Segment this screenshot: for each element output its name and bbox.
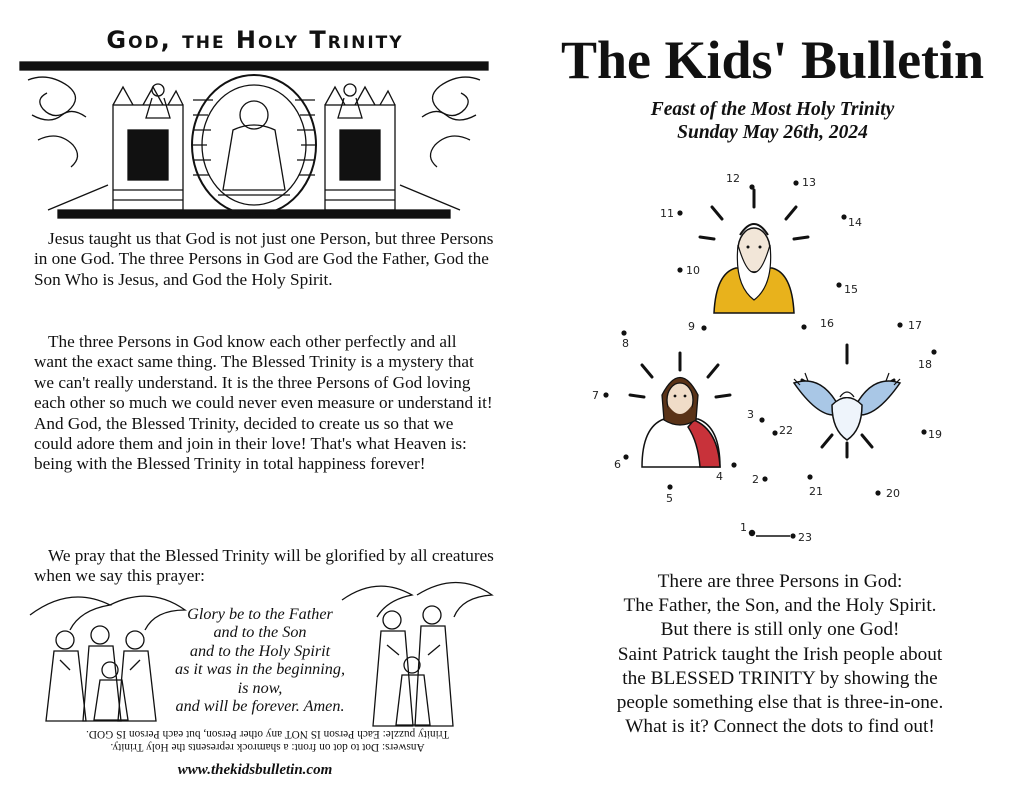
dot-label: 13 <box>802 176 816 189</box>
website-link[interactable]: www.thekidsbulletin.com <box>177 762 333 778</box>
prayer-section <box>20 575 495 740</box>
prayer-line: Glory be to the Father <box>187 605 333 623</box>
caption-line: the BLESSED TRINITY by showing the <box>622 667 938 689</box>
feast-date: Sunday May 26th, 2024 <box>677 122 868 143</box>
altar-engraving-icon <box>18 60 490 220</box>
dot-label: 15 <box>844 283 858 296</box>
caption-line: people something else that is three-in-one. <box>616 692 944 714</box>
connect-the-dots-puzzle <box>582 165 982 560</box>
mystery-paragraph: The three Persons in God know each other perfectly and all want the exact same thing. The Blessed Trinity is a mystery that we can't really understand. It is the three Persons of God loving each other so much we could never even measure or understand it! And God, the Blessed Trinity, decided to create us so that we could adore them and join in their love! That's what Heaven is: being with the Blessed Trinity in total happiness forever! <box>34 332 493 474</box>
answer-line: Answers: Dot to dot on front: a shamrock represents the Holy Trinity. <box>110 741 425 753</box>
prayer-line: and will be forever. Amen. <box>175 697 345 716</box>
dot-label: 14 <box>848 216 862 229</box>
dot-label: 2 <box>752 473 759 486</box>
god-the-father-icon <box>700 190 808 313</box>
dot-label: 8 <box>622 337 629 350</box>
dot-label: 16 <box>820 317 834 330</box>
puzzle-caption <box>575 570 985 739</box>
dot-label: 9 <box>688 320 695 333</box>
prayer-line: is now, <box>237 678 283 697</box>
answer-line: Trinity puzzle: Each Person IS NOT any other Person, but each Person IS GOD. <box>85 728 450 740</box>
dot-label: 23 <box>798 531 812 544</box>
bulletin-title: The Kids' Bulletin <box>560 30 985 90</box>
left-heading: God, the Holy Trinity <box>106 26 404 54</box>
upside-down-answers <box>40 727 495 753</box>
holy-spirit-dove-icon <box>794 345 900 457</box>
caption-line: Saint Patrick taught the Irish people about <box>617 643 943 665</box>
dot-label: 19 <box>928 428 942 441</box>
dot-label: 6 <box>614 458 621 471</box>
dot-label: 4 <box>716 470 723 483</box>
caption-line: But there is still only one God! <box>660 619 900 641</box>
dot-label: 18 <box>918 358 932 371</box>
dot-label: 3 <box>747 408 754 421</box>
adoring-angels-icon <box>332 575 497 730</box>
dot-label: 17 <box>908 319 922 332</box>
prayer-line: and to the Holy Spirit <box>189 641 331 660</box>
caption-line: The Father, the Son, and the Holy Spirit. <box>623 595 937 617</box>
prayer-line: as it was in the beginning, <box>175 660 345 679</box>
dot-label: 7 <box>592 389 599 402</box>
jesus-icon <box>630 353 730 467</box>
prayer-intro-paragraph: We pray that the Blessed Trinity will be glorified by all creatures when we say this prayer: <box>34 546 494 586</box>
dot-label: 1 <box>740 521 747 534</box>
feast-name: Feast of the Most Holy Trinity <box>650 99 895 120</box>
caption-line: What is it? Connect the dots to find out! <box>625 716 935 738</box>
caption-line: There are three Persons in God: <box>657 571 903 592</box>
dot-label: 5 <box>666 492 673 505</box>
dot-label: 10 <box>686 264 700 277</box>
prayer-line: and to the Son <box>213 623 307 642</box>
intro-paragraph: Jesus taught us that God is not just one Person, but three Persons in one God. The three Persons in God are God the Father, God the Son Who is Jesus, and God the Holy Spirit. <box>34 229 494 289</box>
dot-label: 20 <box>886 487 900 500</box>
dot-label: 11 <box>660 207 674 220</box>
dot-label: 22 <box>779 424 793 437</box>
feast-subtitle <box>535 98 1010 144</box>
dot-label: 21 <box>809 485 823 498</box>
dot-label: 12 <box>726 172 740 185</box>
